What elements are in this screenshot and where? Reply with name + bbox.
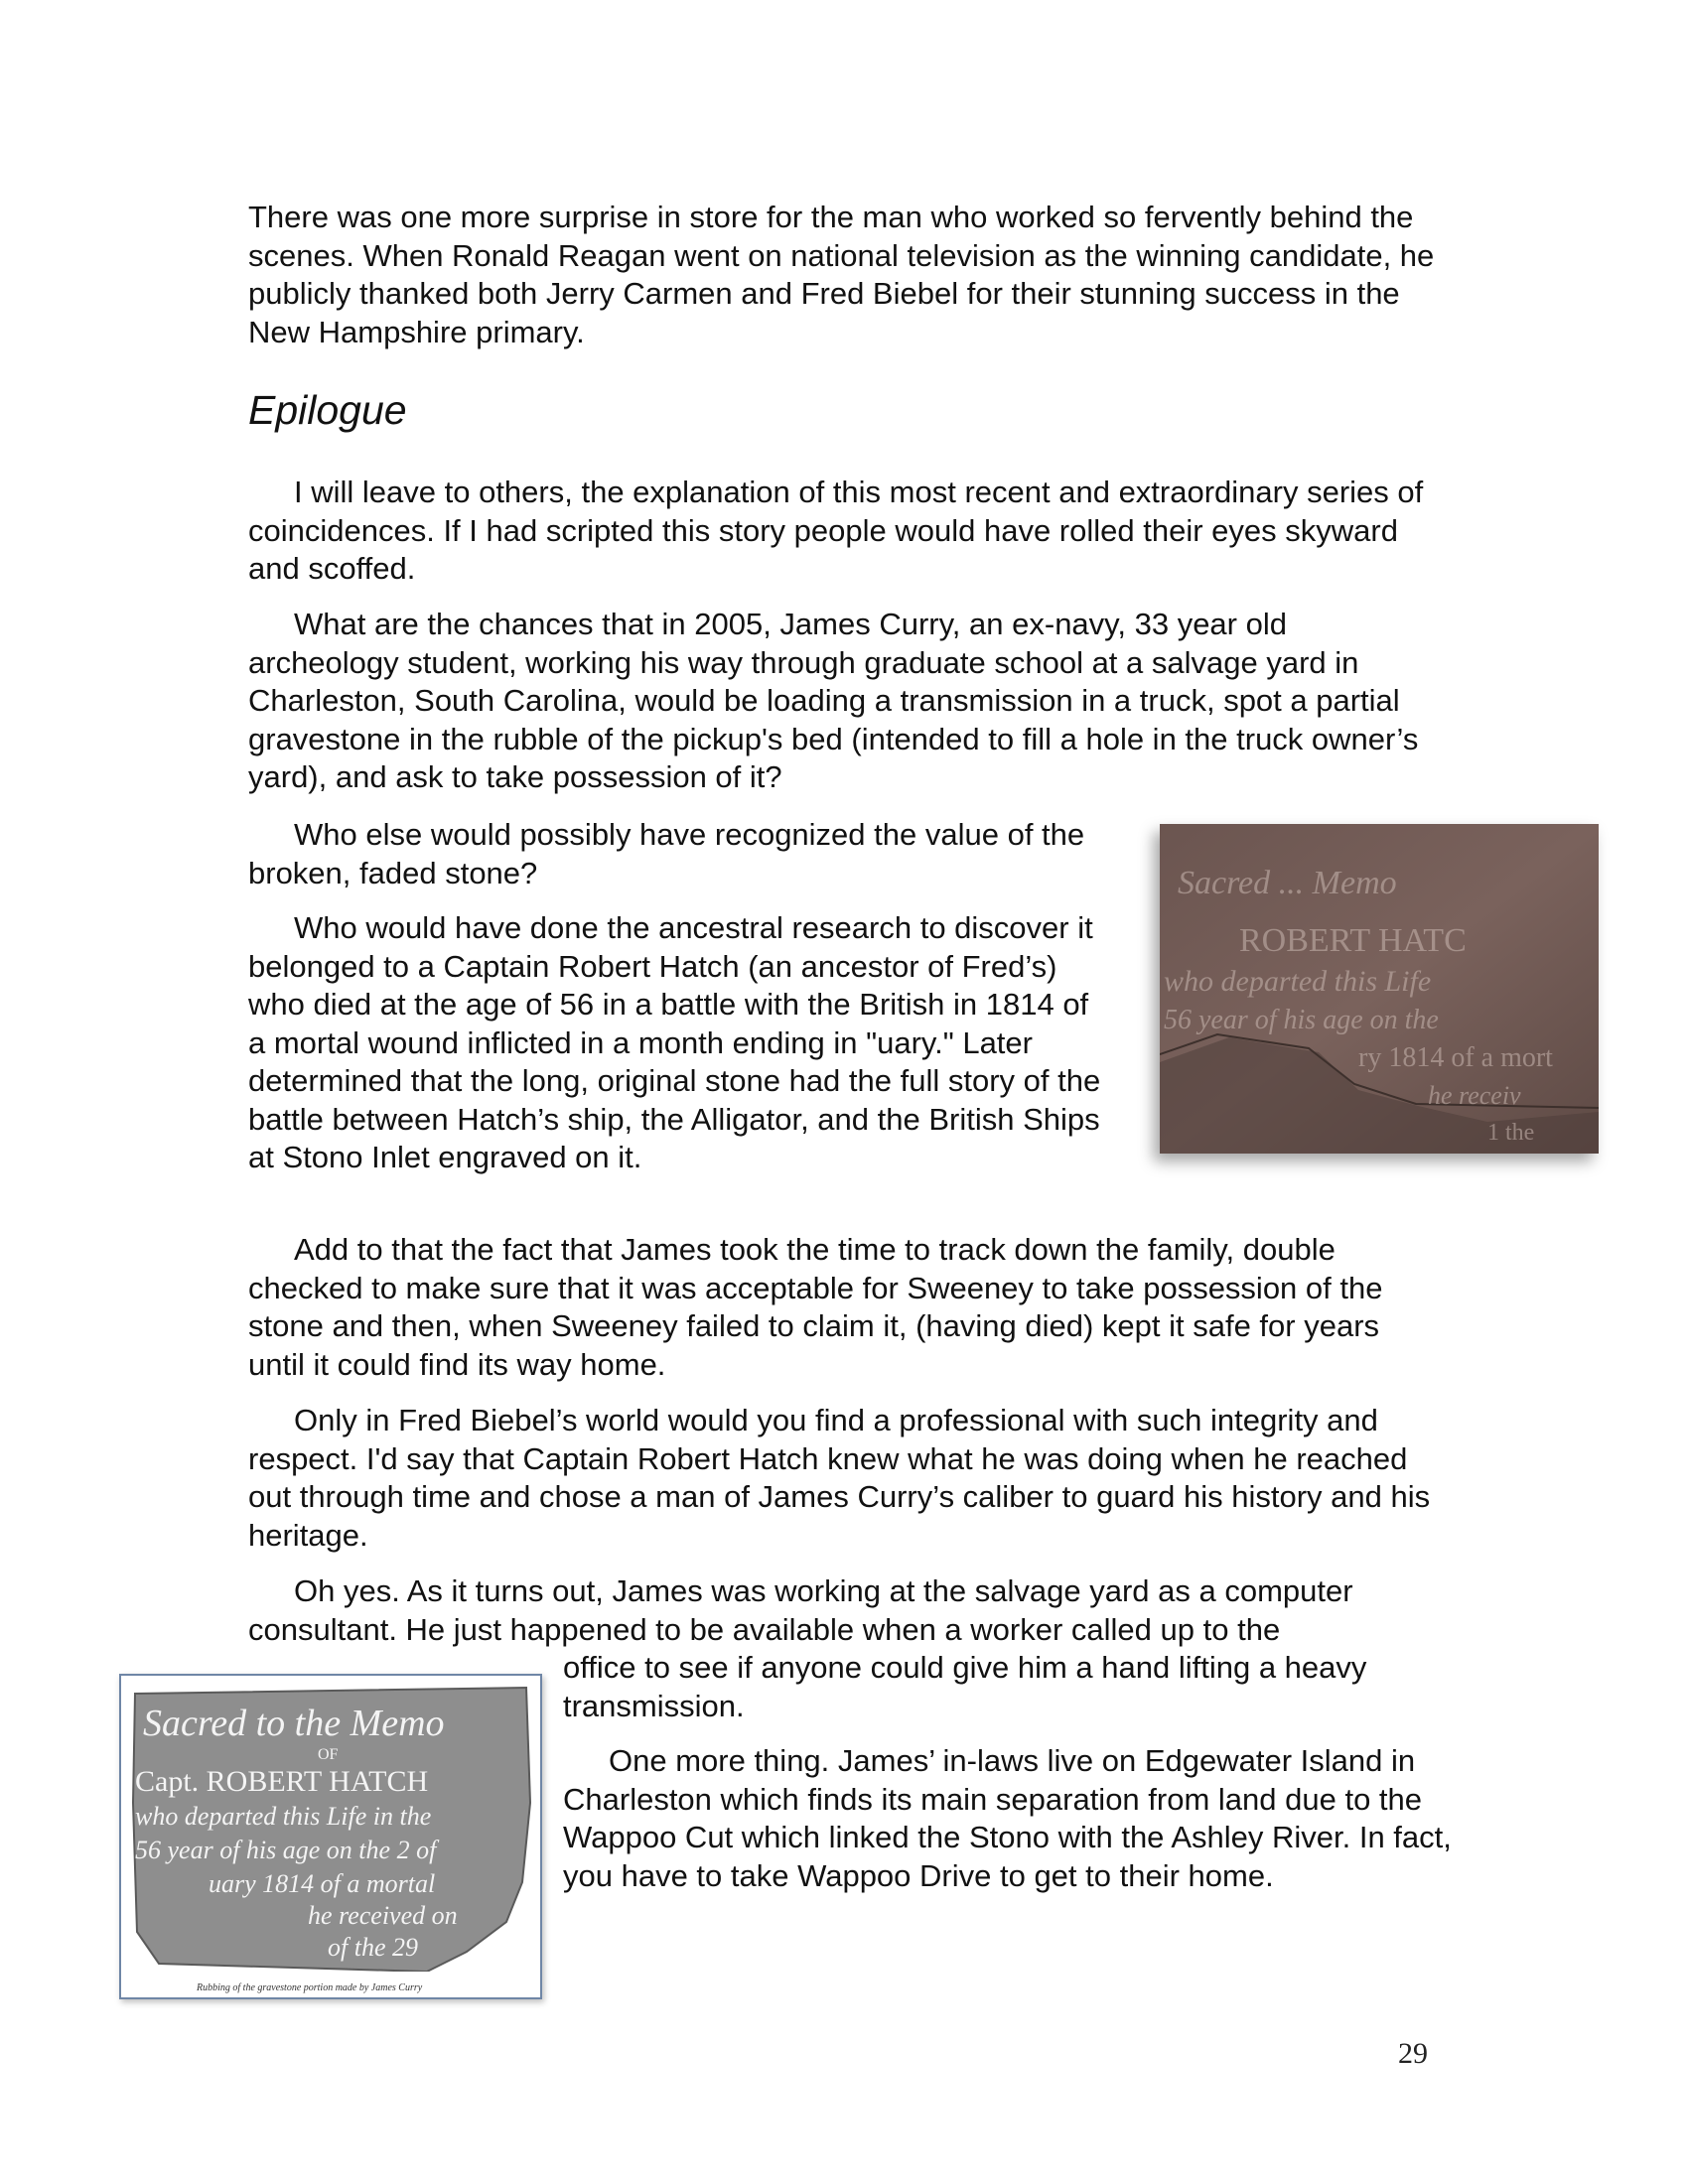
- gravestone-rubbing-image: [129, 1684, 534, 1972]
- gravestone-photo: [1160, 824, 1599, 1154]
- body-paragraph: Oh yes. As it turns out, James was working at the salvage yard as a computer consultant. He just happened to be available when a worker called up to the: [248, 1573, 1353, 1647]
- body-paragraph: One more thing. James’ in-laws live on Edgewater Island in Charleston which finds its main separation from land due to the Wappoo Cut which linked the Stono with the Ashley River. In fact, you have to take Wappoo Drive to get to their home.: [563, 1743, 1452, 1893]
- body-paragraph: office to see if anyone could give him a hand lifting a heavy transmission.: [563, 1650, 1367, 1723]
- photo-inscription-line: 56 year of his age on the: [1164, 1005, 1439, 1035]
- body-paragraph: Who would have done the ancestral research to discover it belonged to a Captain Robert Hatch (an ancestor of Fred’s) who died at the age of 56 in a battle with the British in 1814 of a mortal wound inflicted in a month ending in "uary." Later determined that the long, original stone had the full story of the battle between Hatch’s ship, the Alligator, and the British Ships at Stono Inlet engraved on it.: [248, 910, 1101, 1174]
- rubbing-inscription-line: he received on: [308, 1901, 458, 1930]
- section-heading: Epilogue: [248, 387, 407, 433]
- rubbing-inscription-line: uary 1814 of a mortal: [209, 1869, 436, 1898]
- body-paragraph: Add to that the fact that James took the time to track down the family, double checked to make sure that it was acceptable for Sweeney to take possession of the stone and then, when Sweeney failed to claim it, (having died) kept it safe for years until it could find its way home.: [248, 1232, 1383, 1382]
- photo-inscription-line: 1 the: [1487, 1120, 1535, 1146]
- rubbing-inscription-line: OF: [318, 1746, 339, 1763]
- body-paragraph: I will leave to others, the explanation of this most recent and extraordinary series of coincidences. If I had scripted this story people would have rolled their eyes skyward and scoffed.: [248, 475, 1424, 586]
- photo-inscription-line: Sacred ... Memo: [1178, 865, 1397, 901]
- body-paragraph: Only in Fred Biebel’s world would you find a professional with such integrity and respect. I'd say that Captain Robert Hatch knew what he was doing when he reached out through time and chose a man of James Curry’s caliber to guard his history and his heritage.: [248, 1403, 1431, 1553]
- rubbing-caption: Rubbing of the gravestone portion made by James Curry: [197, 1982, 423, 1993]
- body-paragraph: Who else would possibly have recognized the value of the broken, faded stone?: [248, 817, 1085, 890]
- body-paragraph: What are the chances that in 2005, James Curry, an ex-navy, 33 year old archeology student, working his way through graduate school at a salvage yard in Charleston, South Carolina, would be loading a transmission in a truck, spot a partial gravestone in the rubble of the pickup's bed (intended to fill a hole in the truck owner’s yard), and ask to take possession of it?: [248, 607, 1419, 794]
- rubbing-inscription-line: Sacred to the Memo: [143, 1703, 445, 1744]
- page-number: 29: [1398, 2037, 1428, 2070]
- photo-inscription-line: who departed this Life: [1164, 965, 1432, 998]
- rubbing-inscription-line: who departed this Life in the: [135, 1802, 432, 1831]
- gravestone-rubbing-figure: [119, 1674, 542, 1999]
- rubbing-inscription-line: 56 year of his age on the 2 of: [135, 1836, 437, 1864]
- photo-inscription-line: he receiv: [1428, 1081, 1521, 1110]
- photo-inscription-line: ry 1814 of a mort: [1358, 1042, 1553, 1073]
- rubbing-inscription-line: Capt. ROBERT HATCH: [135, 1765, 429, 1798]
- photo-inscription-line: ROBERT HATC: [1239, 922, 1467, 959]
- rubbing-inscription-line: of the 29: [328, 1933, 418, 1962]
- intro-paragraph: There was one more surprise in store for the man who worked so fervently behind the scenes. When Ronald Reagan went on national television as the winning candidate, he publicly thanked both Jerry Carmen and Fred Biebel for their stunning success in the New Hampshire primary.: [248, 200, 1435, 349]
